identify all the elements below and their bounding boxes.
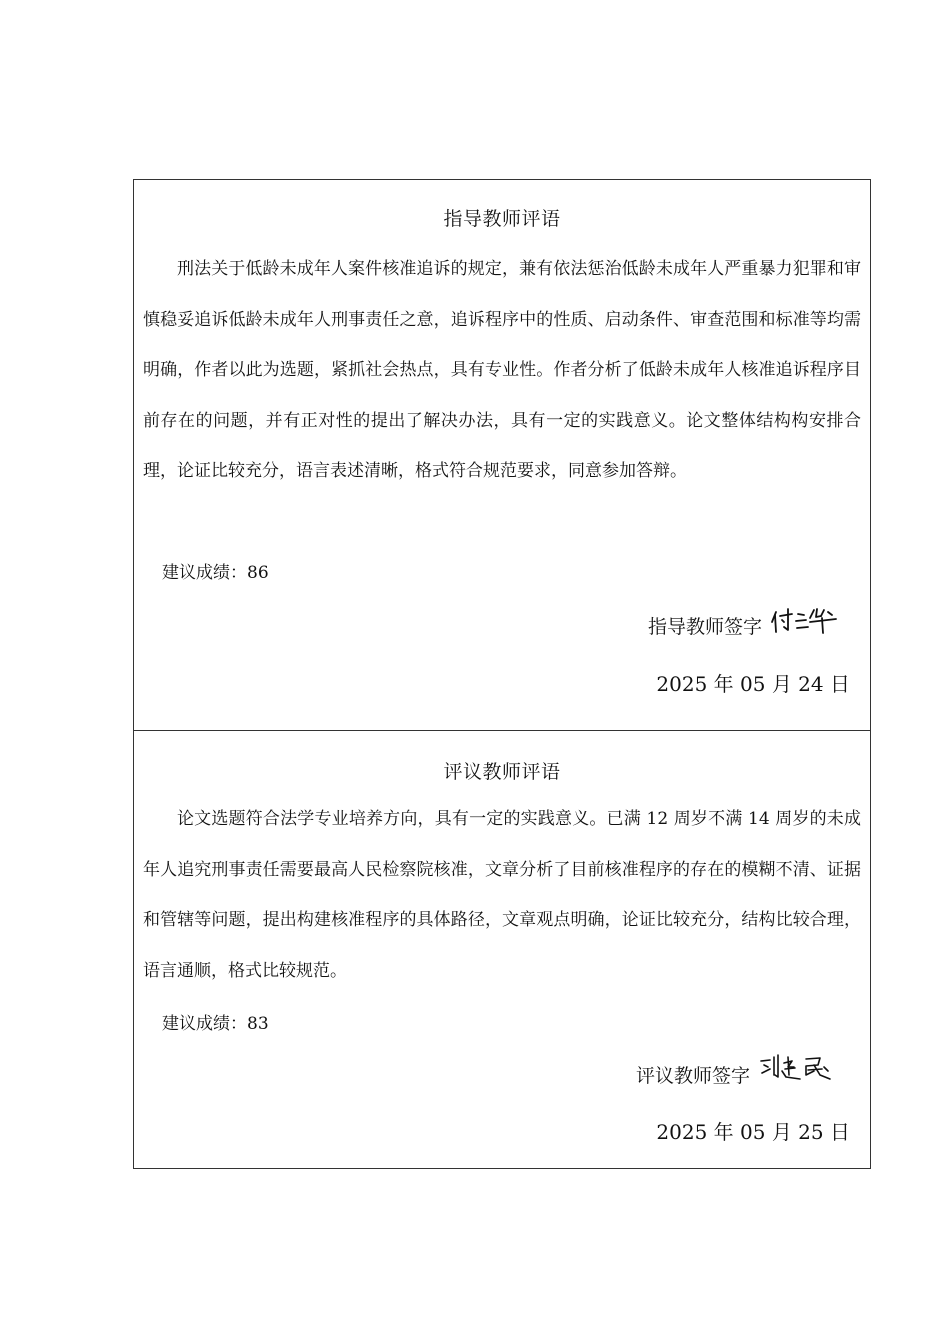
reviewer-sign-row — [636, 1053, 842, 1088]
reviewer-heading: 评议教师评语 — [443, 761, 561, 783]
advisor-sign-row — [648, 606, 842, 639]
reviewer-date: 2025 年 05 月 25 日 — [656, 1120, 850, 1144]
reviewer-comment: 论文选题符合法学专业培养方向，具有一定的实践意义。已满 12 周岁不满 14 周岁的未成年人追究刑事责任需要最高人民检察院核准，文章分析了目前核准程序的存在的模糊不清、证据和管辖等问题，提出构建核准程序的具体路径，文章观点明确，论证比较充分，结构比较合理，语言通顺，格式比较规范。 — [143, 809, 861, 981]
advisor-signature — [770, 606, 842, 639]
reviewer-section — [134, 731, 870, 1168]
reviewer-sign-label: 评议教师签字 — [635, 1065, 750, 1087]
advisor-section — [134, 180, 870, 731]
advisor-date: 2025 年 05 月 24 日 — [656, 672, 850, 696]
advisor-sign-label: 指导教师签字 — [647, 616, 762, 638]
evaluation-table — [133, 179, 871, 1169]
advisor-grade: 建议成绩：86 — [162, 563, 269, 583]
advisor-comment: 刑法关于低龄未成年人案件核准追诉的规定，兼有依法惩治低龄未成年人严重暴力犯罪和审慎稳妥追诉低龄未成年人刑事责任之意，追诉程序中的性质、启动条件、审查范围和标准等均需明确，作者以此为选题，紧抓社会热点，具有专业性。作者分析了低龄未成年人核准追诉程序目前存在的问题，并有正对性的提出了解决办法，具有一定的实践意义。论文整体结构构安排合理，论证比较充分，语言表述清晰，格式符合规范要求，同意参加答辩。 — [143, 259, 861, 481]
reviewer-grade: 建议成绩：83 — [162, 1014, 269, 1034]
reviewer-signature — [758, 1053, 842, 1088]
advisor-heading: 指导教师评语 — [443, 208, 561, 230]
